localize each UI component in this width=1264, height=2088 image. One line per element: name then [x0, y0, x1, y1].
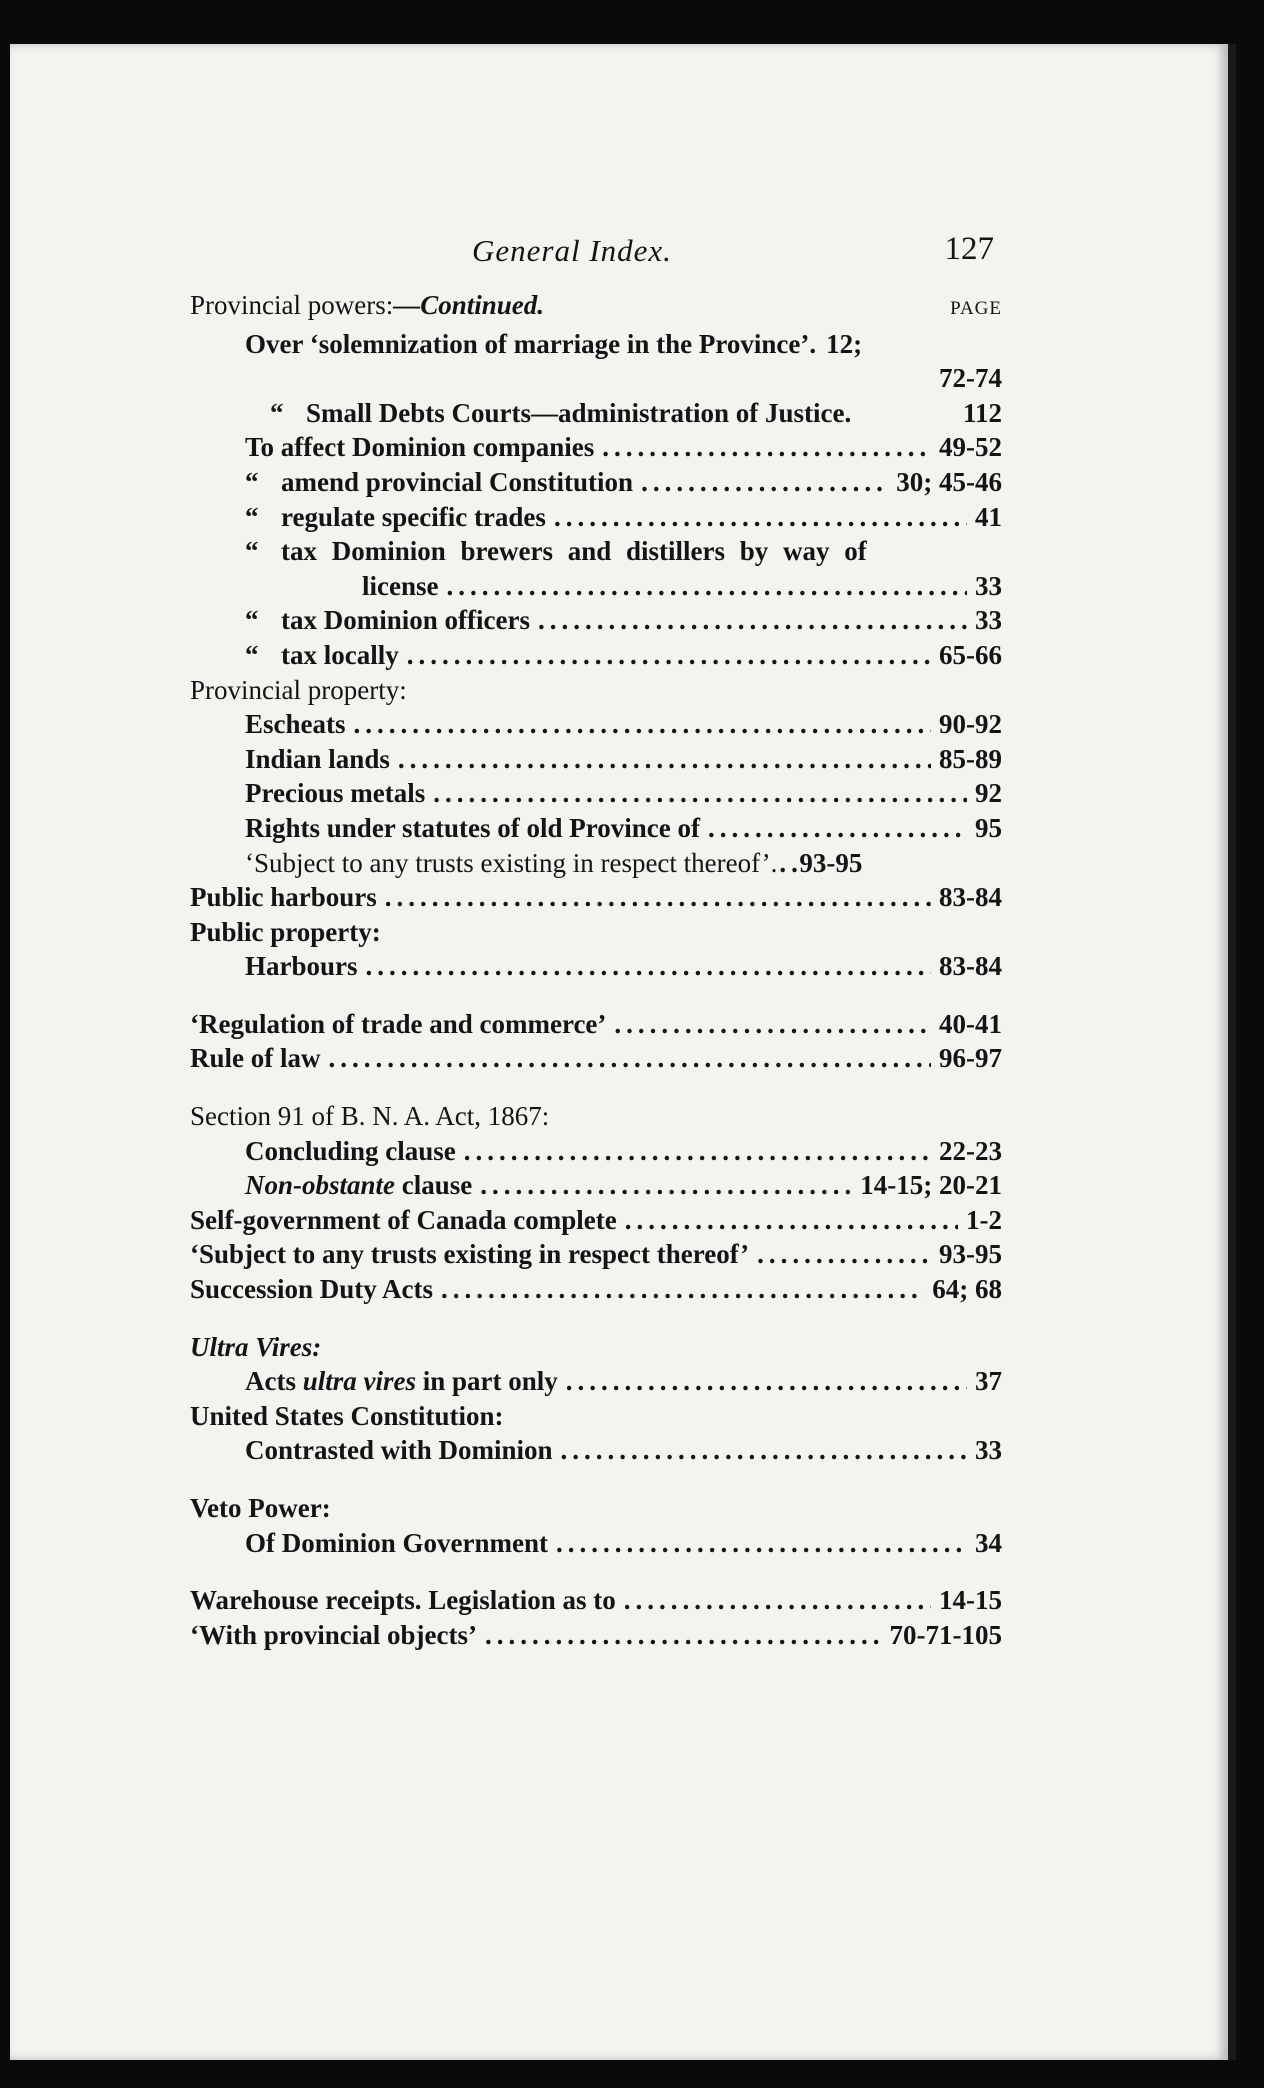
- entry-label: ‘With provincial objects’: [190, 1619, 477, 1650]
- page-number: 127: [944, 231, 994, 267]
- entry-label: tax Dominion brewers and distillers by way of: [281, 536, 867, 567]
- entry-page: 96-97: [939, 1043, 1002, 1074]
- index-entry: [190, 1364, 1002, 1399]
- index-entry: [190, 638, 1002, 673]
- ditto-mark: “: [245, 466, 259, 497]
- entry-page: 14-15: [939, 1585, 1002, 1616]
- index-entry: [190, 707, 1002, 742]
- heading-text: Provincial property:: [190, 674, 407, 705]
- entry-page: 33: [975, 605, 1002, 636]
- dot-leader: [385, 880, 931, 915]
- entry-page: 14-15; 20-21: [860, 1170, 1002, 1201]
- index-page-content: [190, 228, 1002, 1652]
- index-entry: [190, 776, 1002, 811]
- entry-page: 92: [975, 778, 1002, 809]
- index-heading-provincial-property: [190, 673, 1002, 708]
- index-entry: [190, 1134, 1002, 1169]
- running-title: General Index.: [472, 233, 672, 268]
- entry-label: Concluding clause: [245, 1135, 456, 1166]
- entry-page: 85-89: [939, 743, 1002, 774]
- entry-label: tax locally: [281, 639, 399, 670]
- index-entry: [190, 949, 1002, 984]
- ditto-mark: “: [270, 397, 284, 428]
- entry-label: Public harbours: [190, 882, 377, 913]
- dot-leader: [625, 1203, 958, 1238]
- section-gap: [190, 1560, 1002, 1583]
- entry-label: Rule of law: [190, 1043, 321, 1074]
- index-heading-us-constitution: [190, 1399, 1002, 1434]
- heading-text: Veto Power:: [190, 1493, 331, 1523]
- dot-leader: [624, 1583, 931, 1618]
- dot-leader: [485, 1618, 882, 1653]
- index-entry: [190, 742, 1002, 777]
- index-entry: [190, 1618, 1002, 1653]
- index-entry: [190, 1526, 1002, 1561]
- entry-label: amend provincial Constitution: [281, 466, 634, 497]
- continued-text: —Continued.: [393, 290, 545, 320]
- index-heading-section-91: [190, 1099, 1002, 1134]
- dot-leader: [366, 949, 931, 984]
- dot-leader: [538, 603, 967, 638]
- index-heading-veto-power: [190, 1491, 1002, 1526]
- entry-page: 72-74: [939, 363, 1002, 394]
- entry-label: To affect Dominion companies: [245, 432, 595, 463]
- entry-label-italic: ultra vires: [302, 1366, 416, 1397]
- entry-label: clause: [401, 1170, 473, 1201]
- entry-page: 70-71-105: [889, 1619, 1002, 1650]
- index-entry: [190, 1237, 1002, 1272]
- entry-label: license: [362, 570, 439, 601]
- dot-leader: [398, 742, 931, 777]
- entry-page: 49-52: [939, 432, 1002, 463]
- dot-leader: [566, 1364, 967, 1399]
- index-heading-ultra-vires: [190, 1330, 1002, 1365]
- heading-text: United States Constitution:: [190, 1400, 504, 1431]
- ditto-mark: “: [245, 639, 259, 670]
- entry-page: 83-84: [939, 882, 1002, 913]
- entry-page: 34: [975, 1527, 1002, 1558]
- ditto-mark: “: [245, 536, 259, 567]
- entry-label: Harbours: [245, 951, 358, 982]
- dot-leader: [441, 1272, 924, 1307]
- index-heading-public-property: [190, 915, 1002, 950]
- index-entry-continuation: [190, 361, 1002, 396]
- entry-label: ‘Regulation of trade and commerce’: [190, 1008, 607, 1039]
- entry-label: Escheats: [245, 709, 346, 740]
- dot-leader: [602, 430, 931, 465]
- entry-page: 40-41: [939, 1008, 1002, 1039]
- entry-label: tax Dominion officers: [281, 605, 530, 636]
- section-gap: [190, 1076, 1002, 1099]
- entry-label: Succession Duty Acts: [190, 1274, 434, 1305]
- entry-page: 83-84: [939, 951, 1002, 982]
- heading-text: Provincial powers:: [190, 290, 394, 320]
- entry-label: ‘Subject to any trusts existing in respect thereof’.: [245, 847, 778, 878]
- page-edge-shadow: [1228, 44, 1236, 2060]
- entry-page: 65-66: [939, 639, 1002, 670]
- index-entry: [190, 1041, 1002, 1076]
- entry-page: 37: [975, 1366, 1002, 1397]
- dot-leader: [641, 465, 888, 500]
- ditto-mark: “: [245, 605, 259, 636]
- entry-label: Precious metals: [245, 778, 426, 809]
- entry-page: 41: [975, 501, 1002, 532]
- dot-leader: [407, 638, 931, 673]
- section-gap: [190, 1468, 1002, 1491]
- running-header: [190, 228, 1002, 288]
- entry-label: Contrasted with Dominion: [245, 1435, 553, 1466]
- heading-text: Public property:: [190, 916, 381, 947]
- section-gap: [190, 984, 1002, 1007]
- entry-label-italic: Non-obstante: [245, 1170, 396, 1201]
- dot-leader: [329, 1041, 932, 1076]
- dot-leader: [554, 500, 967, 535]
- index-entry: [190, 1272, 1002, 1307]
- entry-page: 93-95: [939, 1239, 1002, 1270]
- index-entry: [190, 534, 1002, 569]
- dot-leader: [354, 707, 932, 742]
- entry-label: Of Dominion Government: [245, 1527, 548, 1558]
- index-entry: [190, 880, 1002, 915]
- dot-leader: [757, 1237, 931, 1272]
- index-entry: [190, 1583, 1002, 1618]
- index-entry: [190, 1168, 1002, 1203]
- index-entry: [190, 430, 1002, 465]
- index-entry: [190, 327, 1002, 362]
- dot-leader: [433, 776, 967, 811]
- entry-page: 33: [975, 570, 1002, 601]
- entry-label: Rights under statutes of old Province of: [245, 812, 701, 843]
- entry-label: regulate specific trades: [281, 501, 546, 532]
- entry-page: 33: [975, 1435, 1002, 1466]
- heading-text: Section 91 of B. N. A. Act, 1867:: [190, 1101, 550, 1132]
- section-gap: [190, 1307, 1002, 1330]
- entry-page: 1-2: [966, 1204, 1002, 1235]
- entry-label: Self-government of Canada complete: [190, 1204, 617, 1235]
- entry-label-suffix: in part only: [422, 1366, 558, 1397]
- entry-page: 93-95: [799, 847, 863, 878]
- index-entry: [190, 500, 1002, 535]
- dot-leader: [480, 1168, 852, 1203]
- entry-page: 112: [962, 397, 1002, 428]
- index-entry: [190, 1007, 1002, 1042]
- entry-label: Indian lands: [245, 743, 390, 774]
- dot-leader: [561, 1433, 967, 1468]
- index-heading-provincial-powers: [190, 288, 1002, 327]
- index-entry: [190, 846, 1002, 881]
- index-entry: [190, 811, 1002, 846]
- index-entry-continuation: [190, 569, 1002, 604]
- entry-label: Over ‘solemnization of marriage in the Province’.: [245, 328, 817, 359]
- index-entry: [190, 396, 1002, 431]
- ditto-mark: “: [245, 501, 259, 532]
- page-column-label: PAGE: [950, 298, 1002, 319]
- entry-label: ‘Subject to any trusts existing in respect thereof’: [190, 1239, 750, 1270]
- dot-leader: [779, 846, 797, 881]
- entry-page: 95: [975, 812, 1002, 843]
- dot-leader: [446, 569, 967, 604]
- entry-page: 22-23: [939, 1135, 1002, 1166]
- index-entry: [190, 1433, 1002, 1468]
- dot-leader: [556, 1526, 967, 1561]
- index-entry: [190, 465, 1002, 500]
- entry-page: 30; 45-46: [896, 466, 1002, 497]
- entry-label-prefix: Acts: [245, 1366, 296, 1397]
- heading-text: Ultra Vires:: [190, 1331, 322, 1362]
- dot-leader: [614, 1007, 931, 1042]
- dot-leader: [464, 1134, 931, 1169]
- index-entry: [190, 1203, 1002, 1238]
- entry-page: 64; 68: [932, 1274, 1002, 1305]
- dot-leader: [708, 811, 967, 846]
- entry-label: Small Debts Courts—administration of Justice.: [306, 397, 852, 428]
- entry-page: 12;: [826, 328, 863, 359]
- index-entry: [190, 603, 1002, 638]
- entry-page: 90-92: [939, 709, 1002, 740]
- entry-label: Warehouse receipts. Legislation as to: [190, 1585, 616, 1616]
